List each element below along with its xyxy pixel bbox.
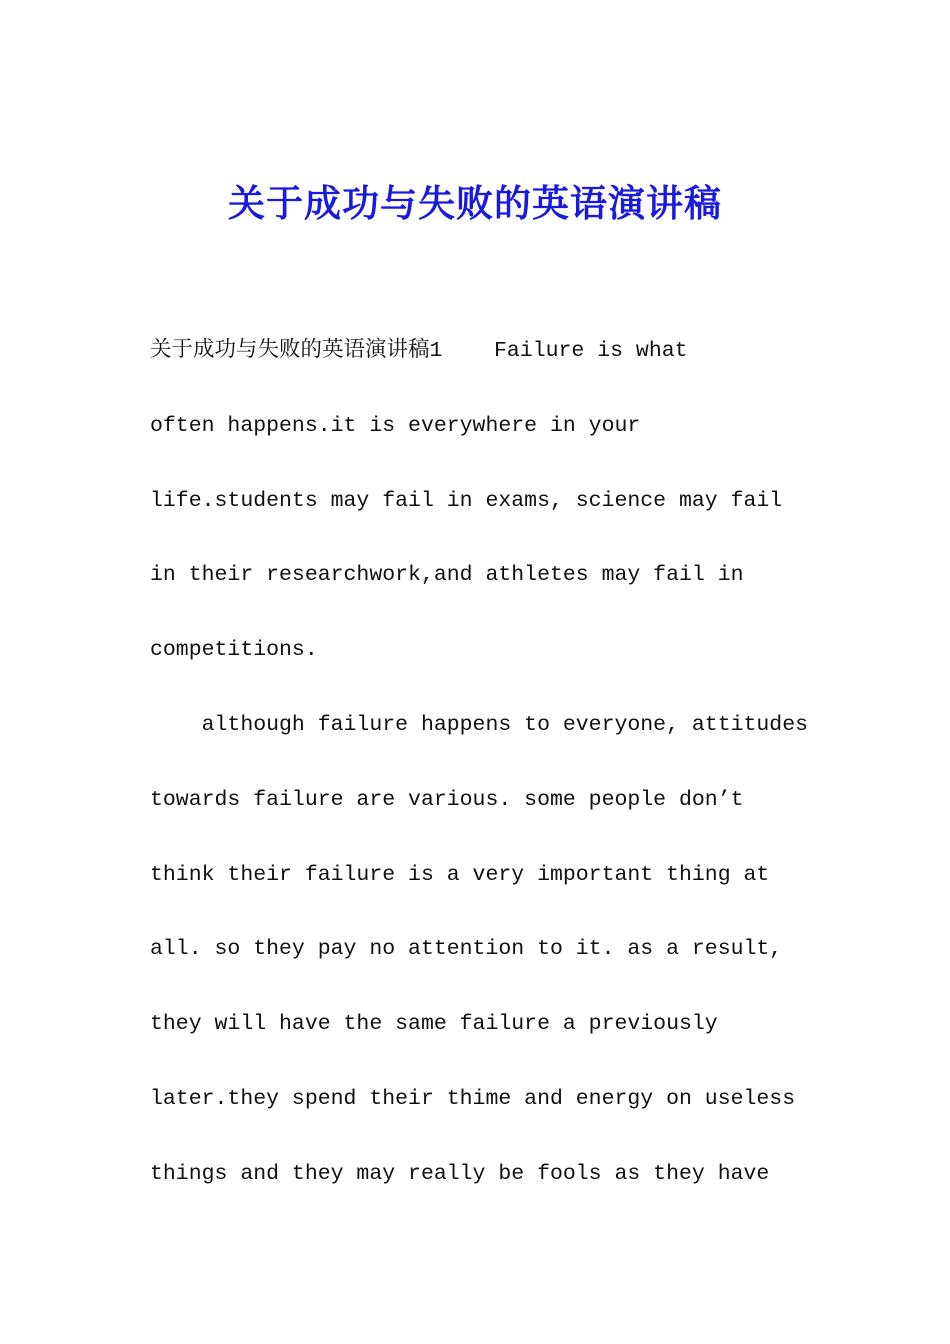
- document-body: [150, 333, 830, 1231]
- body-line: life.students may fail in exams, science may fail: [150, 488, 783, 513]
- body-line: think their failure is a very important thing at: [150, 862, 770, 887]
- body-line: although failure happens to everyone, attitudes: [150, 712, 809, 737]
- body-line: competitions.: [150, 638, 318, 663]
- document-title: 关于成功与失败的英语演讲稿: [228, 181, 722, 225]
- body-line: later.they spend their thime and energy on useless: [150, 1086, 796, 1111]
- body-line: they will have the same failure a previously: [150, 1012, 718, 1037]
- body-line: all. so they pay no attention to it. as a result,: [150, 937, 783, 962]
- body-line: things and they may really be fools as they have: [150, 1161, 770, 1186]
- body-line: 关于成功与失败的英语演讲稿1 Failure is what: [150, 339, 688, 363]
- body-line: in their researchwork,and athletes may fail in: [150, 563, 744, 588]
- body-line: often happens.it is everywhere in your: [150, 413, 641, 438]
- body-line: towards failure are various. some people don’t: [150, 787, 744, 812]
